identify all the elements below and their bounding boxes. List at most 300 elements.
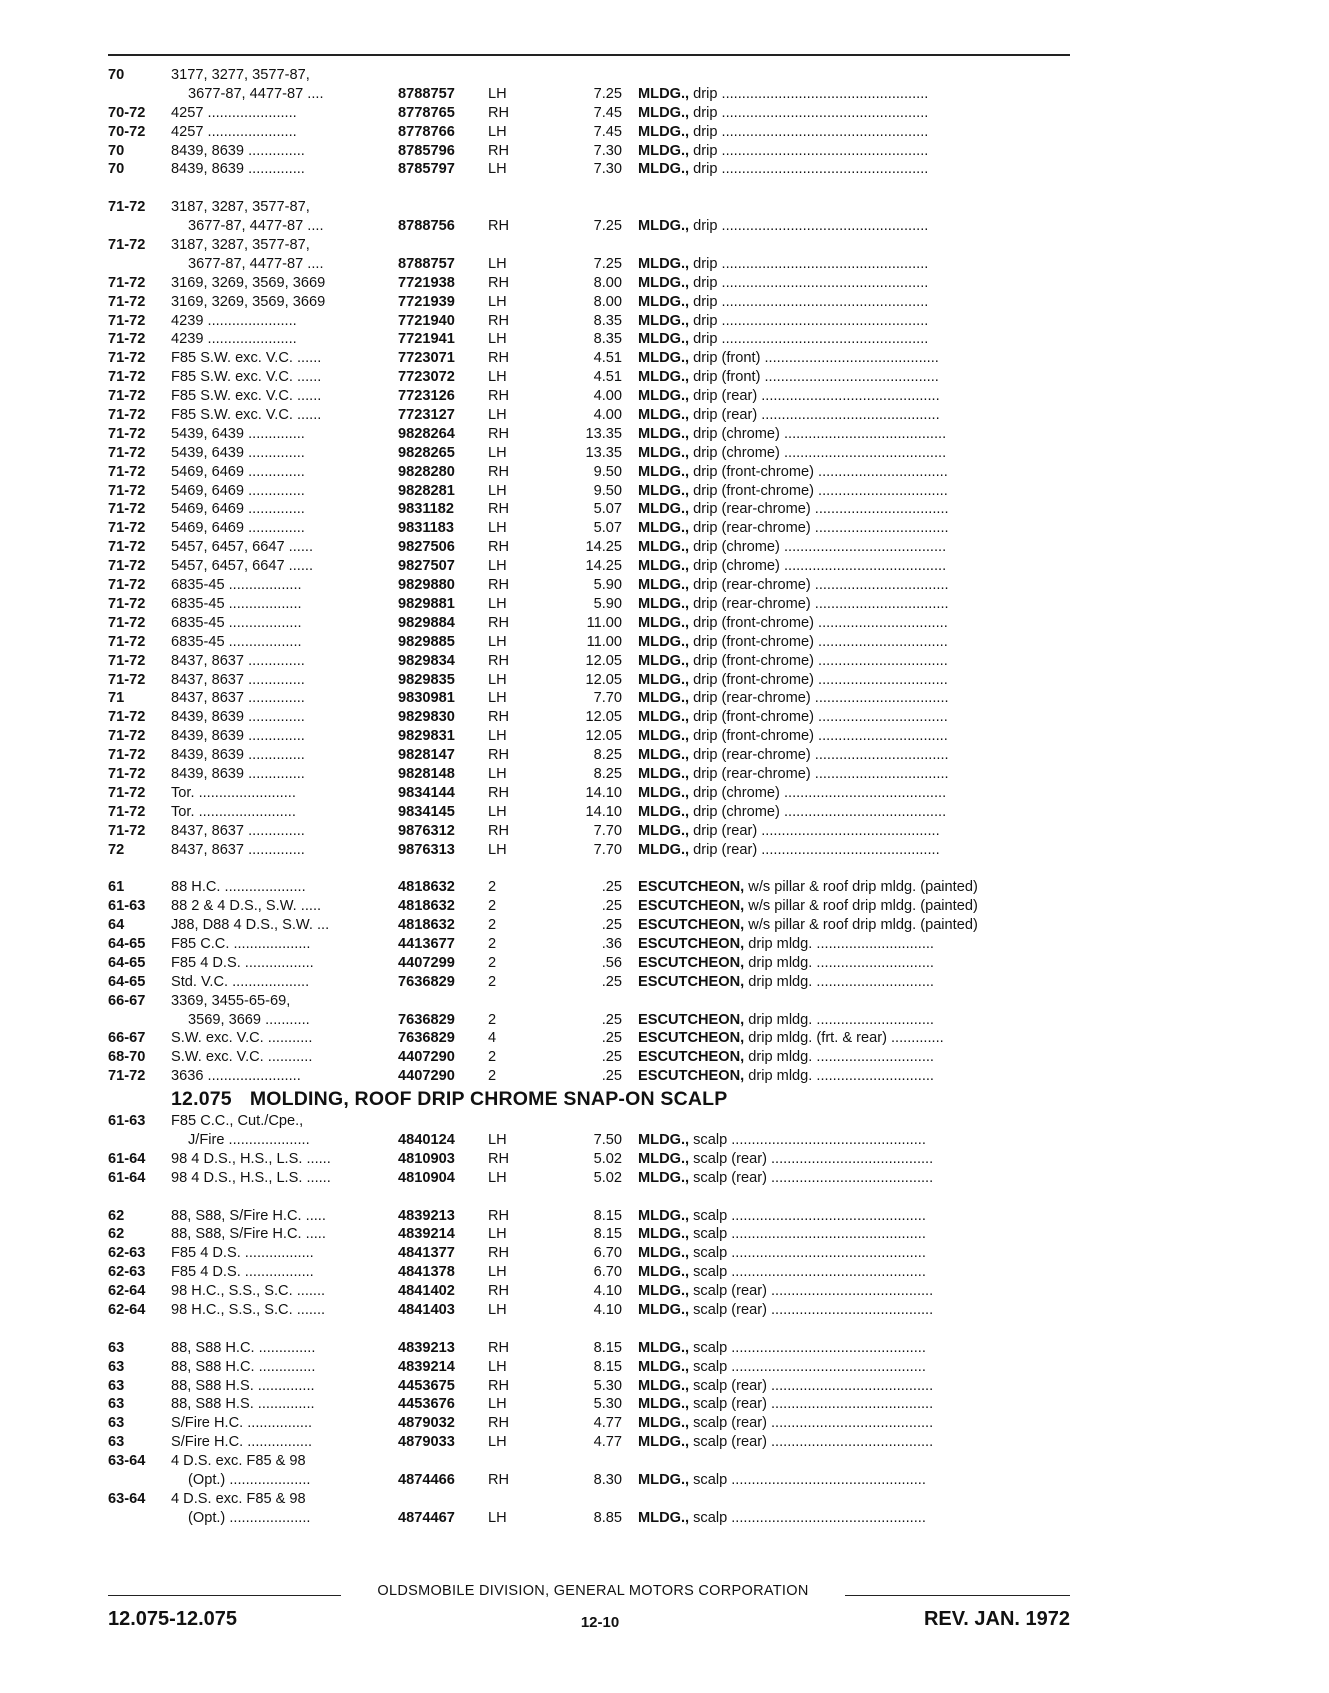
description-text: drip (rear-chrome) .................................	[689, 501, 949, 518]
description-cell	[638, 935, 1070, 954]
year-cell: 61-64	[108, 1150, 146, 1167]
description-cell	[638, 822, 1070, 841]
part-number-cell: 9829880	[398, 577, 455, 594]
side-qty-cell: LH	[488, 482, 507, 499]
year-cell: 71-72	[108, 463, 146, 480]
description-keyword: MLDG.,	[638, 142, 690, 159]
description-cell	[638, 425, 1070, 444]
catalog-row	[108, 66, 1070, 85]
description-cell	[638, 784, 1070, 803]
year-cell: 66-67	[108, 992, 146, 1009]
model-cell: 8437, 8637 ..............	[171, 671, 305, 688]
price-cell: 8.85	[593, 1509, 622, 1526]
price-cell: .25	[601, 1030, 622, 1047]
price-cell: 12.05	[585, 728, 622, 745]
model-cell: 3636 .......................	[171, 1068, 301, 1085]
year-cell: 70	[108, 142, 125, 159]
catalog-row	[108, 368, 1070, 387]
side-qty-cell: RH	[488, 142, 510, 159]
part-number-cell: 4879032	[398, 1415, 455, 1432]
side-qty-cell: LH	[488, 1226, 507, 1243]
description-cell	[638, 727, 1070, 746]
year-cell: 61	[108, 879, 125, 896]
description-cell	[638, 538, 1070, 557]
model-cell: Tor. ........................	[171, 784, 296, 801]
price-cell: .25	[601, 1011, 622, 1028]
catalog-row	[108, 1011, 1070, 1030]
side-qty-cell: LH	[488, 161, 507, 178]
model-cell: 5439, 6439 ..............	[171, 444, 305, 461]
catalog-row	[108, 1414, 1070, 1433]
side-qty-cell: LH	[488, 1396, 507, 1413]
model-cell: 5469, 6469 ..............	[171, 520, 305, 537]
description-text: drip mldg. .............................	[744, 954, 934, 971]
model-cell: S/Fire H.C. ................	[171, 1415, 313, 1432]
model-cell: 88, S88 H.S. ..............	[171, 1377, 315, 1394]
description-text: drip (front-chrome) ................................	[689, 671, 948, 688]
catalog-row	[108, 1301, 1070, 1320]
catalog-row	[108, 1377, 1070, 1396]
catalog-row	[108, 142, 1070, 161]
description-keyword: MLDG.,	[638, 1150, 690, 1167]
model-cell: F85 4 D.S. .................	[171, 1245, 314, 1262]
model-cell: Tor. ........................	[171, 803, 296, 820]
model-cell: 98 H.C., S.S., S.C. .......	[171, 1302, 326, 1318]
catalog-row	[108, 198, 1070, 217]
side-qty-cell: RH	[488, 1283, 510, 1300]
catalog-row	[108, 954, 1070, 973]
year-cell: 62-63	[108, 1245, 146, 1262]
model-cell: 4239 ......................	[171, 312, 297, 329]
description-text: drip (chrome) ........................................	[689, 558, 947, 575]
year-cell: 63	[108, 1396, 125, 1413]
description-cell	[638, 160, 1070, 179]
description-keyword: MLDG.,	[638, 652, 690, 669]
description-text: drip ...................................................	[689, 331, 929, 348]
description-keyword: MLDG.,	[638, 255, 690, 272]
description-keyword: MLDG.,	[638, 501, 690, 518]
part-number-cell: 9827506	[398, 539, 455, 556]
model-cell: 5457, 6457, 6647 ......	[171, 539, 313, 556]
description-keyword: ESCUTCHEON,	[638, 1068, 745, 1085]
catalog-row	[108, 916, 1070, 935]
side-qty-cell: RH	[488, 709, 510, 726]
description-keyword: MLDG.,	[638, 784, 690, 801]
part-number-cell: 9828264	[398, 425, 455, 442]
part-number-cell: 4874466	[398, 1472, 455, 1489]
catalog-row	[108, 1225, 1070, 1244]
description-keyword: MLDG.,	[638, 1283, 690, 1300]
side-qty-cell: LH	[488, 1434, 507, 1451]
description-text: drip (front-chrome) ................................	[689, 652, 948, 669]
model-cell: J/Fire ....................	[188, 1131, 310, 1148]
side-qty-cell: LH	[488, 841, 507, 858]
price-cell: .25	[601, 879, 622, 896]
description-text: scalp (rear) ........................................	[689, 1302, 934, 1318]
side-qty-cell: 2	[488, 898, 497, 915]
description-text: drip (rear-chrome) .................................	[689, 765, 949, 782]
description-cell	[638, 671, 1070, 690]
description-text: scalp (rear) ........................................	[689, 1396, 934, 1413]
model-cell: 88, S88, S/Fire H.C. .....	[171, 1226, 326, 1243]
part-number-cell: 4407299	[398, 954, 455, 971]
year-cell: 62	[108, 1226, 125, 1243]
description-keyword: MLDG.,	[638, 331, 690, 348]
catalog-row	[108, 727, 1070, 746]
description-text: scalp ................................................	[689, 1509, 926, 1526]
model-cell: S/Fire H.C. ................	[171, 1434, 313, 1451]
price-cell: 4.77	[593, 1434, 622, 1451]
part-number-cell: 9829834	[398, 652, 455, 669]
catalog-row	[108, 1131, 1070, 1150]
description-text: drip (front-chrome) ................................	[689, 633, 948, 650]
side-qty-cell: LH	[488, 1264, 507, 1281]
description-cell	[638, 652, 1070, 671]
drip-molding-group	[108, 66, 1070, 1086]
year-cell: 70-72	[108, 123, 146, 140]
catalog-row	[108, 1263, 1070, 1282]
description-text: drip (rear-chrome) .................................	[689, 520, 949, 537]
part-number-cell: 7721939	[398, 293, 455, 310]
model-cell: F85 S.W. exc. V.C. ......	[171, 350, 322, 367]
price-cell: 8.15	[593, 1226, 622, 1243]
catalog-row	[108, 1150, 1070, 1169]
side-qty-cell: 2	[488, 1049, 497, 1066]
row-spacer	[108, 859, 1070, 878]
catalog-row	[108, 160, 1070, 179]
year-cell: 71-72	[108, 709, 146, 726]
description-cell	[638, 274, 1070, 293]
side-qty-cell: 2	[488, 1068, 497, 1085]
price-cell: .25	[601, 1068, 622, 1085]
description-text: drip ...................................................	[689, 85, 929, 102]
catalog-row	[108, 1358, 1070, 1377]
catalog-row	[108, 841, 1070, 860]
description-cell	[638, 765, 1070, 784]
description-keyword: MLDG.,	[638, 747, 690, 764]
description-text: drip (front) ...........................................	[689, 369, 939, 386]
parts-catalog	[108, 66, 1070, 1528]
description-text: scalp ................................................	[689, 1472, 926, 1489]
description-keyword: MLDG.,	[638, 388, 690, 405]
part-number-cell: 7721940	[398, 312, 455, 329]
year-cell: 71-72	[108, 501, 146, 518]
model-cell: 88, S88 H.C. ..............	[171, 1339, 316, 1356]
description-text: drip mldg. .............................	[744, 1011, 934, 1028]
description-text: drip mldg. .............................	[744, 935, 934, 952]
description-keyword: MLDG.,	[638, 1264, 690, 1281]
catalog-row	[108, 1509, 1070, 1528]
price-cell: 7.25	[593, 218, 622, 235]
model-cell: 4257 ......................	[171, 123, 297, 140]
description-cell	[638, 803, 1070, 822]
year-cell: 64	[108, 917, 125, 934]
description-keyword: MLDG.,	[638, 123, 690, 140]
description-text: drip ...................................................	[689, 161, 929, 178]
description-text: w/s pillar & roof drip mldg. (painted)	[744, 879, 978, 896]
description-keyword: ESCUTCHEON,	[638, 879, 745, 896]
side-qty-cell: 2	[488, 973, 497, 990]
year-cell: 71-72	[108, 425, 146, 442]
part-number-cell: 4839214	[398, 1358, 455, 1375]
side-qty-cell: RH	[488, 425, 510, 442]
description-text: drip (chrome) ........................................	[689, 784, 947, 801]
description-keyword: MLDG.,	[638, 728, 690, 745]
year-cell: 62-63	[108, 1264, 146, 1281]
description-keyword: MLDG.,	[638, 463, 690, 480]
model-cell: 6835-45 ..................	[171, 577, 302, 594]
catalog-row	[108, 614, 1070, 633]
catalog-row	[108, 444, 1070, 463]
model-cell: F85 4 D.S. .................	[171, 954, 314, 971]
catalog-row	[108, 1339, 1070, 1358]
price-cell: 8.15	[593, 1358, 622, 1375]
description-text: w/s pillar & roof drip mldg. (painted)	[744, 917, 978, 934]
description-keyword: MLDG.,	[638, 104, 690, 121]
description-cell	[638, 595, 1070, 614]
part-number-cell: 9834144	[398, 784, 455, 801]
year-cell: 63-64	[108, 1490, 146, 1507]
description-text: scalp ................................................	[689, 1207, 926, 1224]
model-cell: 3169, 3269, 3569, 3669	[171, 293, 326, 310]
side-qty-cell: LH	[488, 1169, 507, 1186]
description-cell	[638, 954, 1070, 973]
model-cell: 3177, 3277, 3577-87,	[171, 67, 310, 83]
scalp-molding-group	[108, 1112, 1070, 1528]
model-cell: F85 C.C. ...................	[171, 935, 311, 952]
catalog-row	[108, 1244, 1070, 1263]
year-cell: 71-72	[108, 614, 146, 631]
model-cell: 88, S88 H.S. ..............	[171, 1396, 315, 1413]
description-cell	[638, 1067, 1070, 1086]
catalog-row	[108, 274, 1070, 293]
price-cell: 8.00	[593, 274, 622, 291]
catalog-row	[108, 387, 1070, 406]
model-cell: 4 D.S. exc. F85 & 98	[171, 1453, 306, 1470]
description-keyword: MLDG.,	[638, 1302, 690, 1318]
catalog-row	[108, 746, 1070, 765]
part-number-cell: 4840124	[398, 1131, 455, 1148]
price-cell: 14.10	[585, 803, 622, 820]
description-keyword: MLDG.,	[638, 614, 690, 631]
side-qty-cell: LH	[488, 633, 507, 650]
description-text: drip (front-chrome) ................................	[689, 728, 948, 745]
description-text: drip (rear-chrome) .................................	[689, 747, 949, 764]
description-keyword: ESCUTCHEON,	[638, 954, 745, 971]
year-cell: 64-65	[108, 973, 146, 990]
year-cell: 63	[108, 1377, 125, 1394]
model-cell: 98 4 D.S., H.S., L.S. ......	[171, 1169, 331, 1186]
description-cell	[638, 897, 1070, 916]
catalog-row	[108, 822, 1070, 841]
model-cell: 4 D.S. exc. F85 & 98	[171, 1490, 306, 1507]
description-cell	[638, 312, 1070, 331]
model-cell: 88, S88 H.C. ..............	[171, 1358, 316, 1375]
year-cell: 71-72	[108, 274, 146, 291]
description-keyword: MLDG.,	[638, 1472, 690, 1489]
year-cell: 71-72	[108, 577, 146, 594]
model-cell: 8439, 8639 ..............	[171, 765, 305, 782]
description-cell	[638, 1358, 1070, 1377]
side-qty-cell: RH	[488, 218, 510, 235]
year-cell: 63	[108, 1415, 125, 1432]
side-qty-cell: RH	[488, 614, 510, 631]
description-text: drip (rear) ............................................	[689, 407, 940, 424]
year-cell: 63	[108, 1339, 125, 1356]
price-cell: 12.05	[585, 709, 622, 726]
description-text: drip ...................................................	[689, 312, 929, 329]
catalog-row	[108, 349, 1070, 368]
model-cell: 3677-87, 4477-87 ....	[188, 85, 324, 102]
price-cell: 8.30	[593, 1472, 622, 1489]
description-text: drip (chrome) ........................................	[689, 444, 947, 461]
year-cell: 64-65	[108, 954, 146, 971]
price-cell: 14.25	[585, 558, 622, 575]
top-rule	[108, 54, 1070, 56]
catalog-row	[108, 935, 1070, 954]
year-cell: 72	[108, 841, 125, 858]
side-qty-cell: LH	[488, 293, 507, 310]
year-cell: 71-72	[108, 747, 146, 764]
model-cell: F85 C.C., Cut./Cpe.,	[171, 1113, 304, 1130]
catalog-row	[108, 236, 1070, 255]
part-number-cell: 8778765	[398, 104, 455, 121]
side-qty-cell: RH	[488, 274, 510, 291]
description-cell	[638, 293, 1070, 312]
year-cell: 61-63	[108, 1113, 146, 1130]
side-qty-cell: 2	[488, 917, 497, 934]
side-qty-cell: LH	[488, 369, 507, 386]
catalog-row	[108, 482, 1070, 501]
side-qty-cell: LH	[488, 728, 507, 745]
part-number-cell: 9828280	[398, 463, 455, 480]
side-qty-cell: LH	[488, 85, 507, 102]
catalog-row	[108, 557, 1070, 576]
part-number-cell: 9829831	[398, 728, 455, 745]
model-cell: 3569, 3669 ...........	[188, 1011, 310, 1028]
description-cell	[638, 1377, 1070, 1396]
description-keyword: MLDG.,	[638, 822, 690, 839]
model-cell: 8439, 8639 ..............	[171, 161, 305, 178]
price-cell: .56	[601, 954, 622, 971]
price-cell: 7.25	[593, 255, 622, 272]
model-cell: F85 4 D.S. .................	[171, 1264, 314, 1281]
year-cell: 71-72	[108, 350, 146, 367]
catalog-row	[108, 689, 1070, 708]
year-cell: 71-72	[108, 237, 146, 254]
footer-revision: REV. JAN. 1972	[923, 1608, 1070, 1630]
model-cell: 5457, 6457, 6647 ......	[171, 558, 313, 575]
side-qty-cell: RH	[488, 388, 510, 405]
description-cell	[638, 746, 1070, 765]
catalog-row	[108, 519, 1070, 538]
side-qty-cell: RH	[488, 1339, 510, 1356]
side-qty-cell: RH	[488, 1150, 510, 1167]
side-qty-cell: LH	[488, 331, 507, 348]
side-qty-cell: RH	[488, 104, 510, 121]
part-number-cell: 4453676	[398, 1396, 455, 1413]
description-cell	[638, 123, 1070, 142]
footer-rule	[108, 1583, 1070, 1603]
part-number-cell: 8788757	[398, 85, 455, 102]
description-cell	[638, 1207, 1070, 1226]
price-cell: 7.45	[593, 123, 622, 140]
part-number-cell: 4818632	[398, 879, 455, 896]
model-cell: 88, S88, S/Fire H.C. .....	[171, 1207, 326, 1224]
side-qty-cell: LH	[488, 444, 507, 461]
price-cell: 8.35	[593, 312, 622, 329]
description-keyword: MLDG.,	[638, 577, 690, 594]
model-cell: Std. V.C. ...................	[171, 973, 310, 990]
description-keyword: MLDG.,	[638, 293, 690, 310]
description-text: drip (chrome) ........................................	[689, 539, 947, 556]
description-keyword: MLDG.,	[638, 1509, 690, 1526]
description-cell	[638, 217, 1070, 236]
description-keyword: MLDG.,	[638, 1245, 690, 1262]
description-keyword: MLDG.,	[638, 425, 690, 442]
part-number-cell: 9829830	[398, 709, 455, 726]
model-cell: 6835-45 ..................	[171, 633, 302, 650]
price-cell: 5.07	[593, 520, 622, 537]
price-cell: 4.00	[593, 388, 622, 405]
price-cell: 5.07	[593, 501, 622, 518]
part-number-cell: 4407290	[398, 1068, 455, 1085]
part-number-cell: 9831182	[398, 501, 455, 518]
description-keyword: MLDG.,	[638, 444, 690, 461]
description-text: drip mldg. .............................	[744, 1049, 934, 1066]
model-cell: 8437, 8637 ..............	[171, 690, 305, 707]
description-text: drip (rear) ............................................	[689, 822, 940, 839]
description-text: drip ...................................................	[689, 274, 929, 291]
year-cell: 68-70	[108, 1049, 146, 1066]
catalog-row	[108, 293, 1070, 312]
description-text: drip mldg. .............................	[744, 1068, 934, 1085]
part-number-cell: 4407290	[398, 1049, 455, 1066]
description-cell	[638, 1150, 1070, 1169]
description-text: drip (chrome) ........................................	[689, 803, 947, 820]
model-cell: 5469, 6469 ..............	[171, 501, 305, 518]
description-cell	[638, 482, 1070, 501]
description-text: drip mldg. .............................	[744, 973, 934, 990]
description-cell	[638, 85, 1070, 104]
model-cell: 6835-45 ..................	[171, 595, 302, 612]
price-cell: 4.51	[593, 369, 622, 386]
description-text: drip (chrome) ........................................	[689, 425, 947, 442]
catalog-row	[108, 595, 1070, 614]
description-cell	[638, 349, 1070, 368]
model-cell: 8437, 8637 ..............	[171, 652, 305, 669]
description-keyword: MLDG.,	[638, 1377, 690, 1394]
part-number-cell: 4841402	[398, 1283, 455, 1300]
description-cell	[638, 1433, 1070, 1452]
price-cell: 6.70	[593, 1264, 622, 1281]
description-keyword: MLDG.,	[638, 369, 690, 386]
side-qty-cell: LH	[488, 595, 507, 612]
price-cell: .36	[601, 935, 622, 952]
catalog-row	[108, 1112, 1070, 1131]
description-text: drip (rear) ............................................	[689, 841, 940, 858]
model-cell: 98 4 D.S., H.S., L.S. ......	[171, 1150, 331, 1167]
footer-rule-right	[845, 1595, 1070, 1596]
description-keyword: ESCUTCHEON,	[638, 1011, 745, 1028]
description-cell	[638, 1339, 1070, 1358]
model-cell: 8439, 8639 ..............	[171, 709, 305, 726]
description-text: scalp (rear) ........................................	[689, 1150, 934, 1167]
description-cell	[638, 1282, 1070, 1301]
description-text: drip (rear) ............................................	[689, 388, 940, 405]
part-number-cell: 7723127	[398, 407, 455, 424]
catalog-row	[108, 255, 1070, 274]
